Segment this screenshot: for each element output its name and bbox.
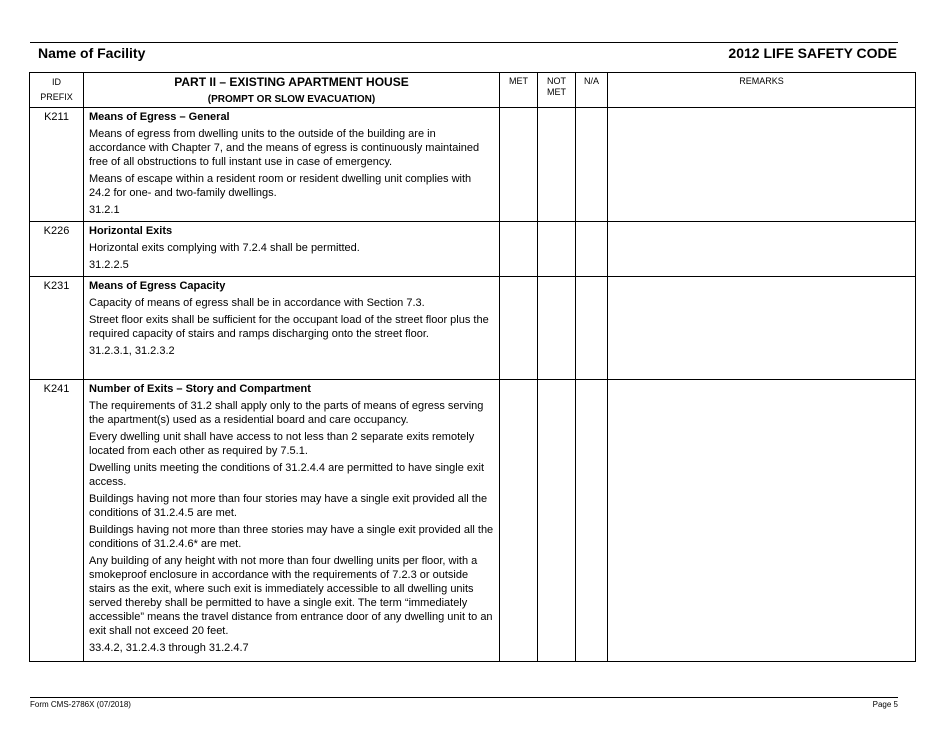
row-paragraph: Dwelling units meeting the conditions of 31.2.4.4 are permitted to have single exit access.	[89, 462, 485, 488]
row-paragraph: Street floor exits shall be sufficient for the occupant load of the street floor plus the required capacity of stairs and ramps discharging onto the street floor.	[89, 314, 489, 340]
row-paragraph: Buildings having not more than three stories may have a single exit provided all the conditions of 31.2.4.6* are met.	[89, 524, 494, 550]
not-met-cell[interactable]	[538, 108, 576, 222]
remarks-header-label: REMARKS	[739, 76, 784, 86]
form-number: Form CMS-2786X (07/2018)	[30, 700, 131, 709]
page-number: Page 5	[872, 700, 898, 709]
header-rule	[30, 42, 898, 43]
row-paragraph: Capacity of means of egress shall be in accordance with Section 7.3.	[89, 297, 425, 309]
row-id: K226	[30, 222, 84, 277]
row-title: Means of Egress – General	[89, 111, 230, 123]
na-cell[interactable]	[576, 222, 608, 277]
row-description	[84, 380, 500, 662]
row-id: K241	[30, 380, 84, 662]
table-row	[30, 108, 916, 222]
row-title: Means of Egress Capacity	[89, 280, 226, 292]
not-met-header-line2: MET	[547, 87, 566, 97]
met-cell[interactable]	[500, 108, 538, 222]
not-met-cell[interactable]	[538, 277, 576, 380]
not-met-cell[interactable]	[538, 380, 576, 662]
remarks-cell[interactable]	[608, 108, 916, 222]
row-paragraph: The requirements of 31.2 shall apply only to the parts of means of egress serving the apartment(s) used as a residential board and care occupancy.	[89, 400, 484, 426]
table-row	[30, 380, 916, 662]
not-met-header	[538, 73, 576, 108]
met-cell[interactable]	[500, 277, 538, 380]
row-paragraph: Any building of any height with not more than four dwelling units per floor, with a smokeproof enclosure in accordance with the requirements of 7.2.3 or outside stairs as the exit, where such exit is immediately accessible to all dwelling units served thereby shall be permitted to have a single exit. The term “immediately accessible” means the travel distance from entrance door of any dwelling unit to an exit shall not exceed 20 feet.	[89, 555, 493, 637]
remarks-header	[608, 73, 916, 108]
na-header-label: N/A	[583, 76, 599, 86]
row-paragraph: Buildings having not more than four stories may have a single exit provided all the conditions of 31.2.4.5 are met.	[89, 493, 488, 519]
row-title: Horizontal Exits	[89, 225, 173, 237]
met-cell[interactable]	[500, 222, 538, 277]
facility-name-label: Name of Facility	[38, 45, 146, 61]
row-description	[84, 277, 500, 380]
na-cell[interactable]	[576, 380, 608, 662]
checklist-table	[29, 72, 916, 662]
remarks-cell[interactable]	[608, 380, 916, 662]
row-reference: 31.2.1	[89, 204, 120, 216]
part-header	[84, 73, 500, 108]
table-row	[30, 277, 916, 380]
row-paragraph: Every dwelling unit shall have access to not less than 2 separate exits remotely located from each other as required by 7.5.1.	[89, 431, 475, 457]
met-header	[500, 73, 538, 108]
na-header	[576, 73, 608, 108]
row-description	[84, 222, 500, 277]
remarks-cell[interactable]	[608, 277, 916, 380]
row-paragraph: Means of egress from dwelling units to the outside of the building are in accordance with Chapter 7, and the means of egress is continuously maintained free of all obstructions to full instant use in case of emergency.	[89, 128, 480, 168]
id-prefix-header	[30, 73, 84, 108]
part-subtitle: (PROMPT OR SLOW EVACUATION)	[207, 94, 376, 105]
id-header-line1: ID	[52, 77, 61, 87]
row-id: K211	[30, 108, 84, 222]
row-id: K231	[30, 277, 84, 380]
row-paragraph: Horizontal exits complying with 7.2.4 shall be permitted.	[89, 242, 360, 254]
na-cell[interactable]	[576, 277, 608, 380]
row-title: Number of Exits – Story and Compartment	[89, 383, 311, 395]
id-header-line2: PREFIX	[40, 92, 73, 102]
row-paragraph: Means of escape within a resident room or resident dwelling unit complies with 24.2 for one- and two-family dwellings.	[89, 173, 472, 199]
not-met-header-line1: NOT	[547, 76, 566, 86]
part-title: PART II – EXISTING APARTMENT HOUSE	[174, 75, 409, 89]
row-reference: 33.4.2, 31.2.4.3 through 31.2.4.7	[89, 642, 249, 654]
table-header-row	[30, 73, 916, 108]
row-description	[84, 108, 500, 222]
met-cell[interactable]	[500, 380, 538, 662]
row-reference: 31.2.3.1, 31.2.3.2	[89, 345, 175, 357]
table-row	[30, 222, 916, 277]
remarks-cell[interactable]	[608, 222, 916, 277]
met-header-label: MET	[509, 76, 528, 86]
na-cell[interactable]	[576, 108, 608, 222]
not-met-cell[interactable]	[538, 222, 576, 277]
row-reference: 31.2.2.5	[89, 259, 129, 271]
footer-rule	[30, 697, 898, 698]
code-title: 2012 LIFE SAFETY CODE	[728, 45, 897, 61]
